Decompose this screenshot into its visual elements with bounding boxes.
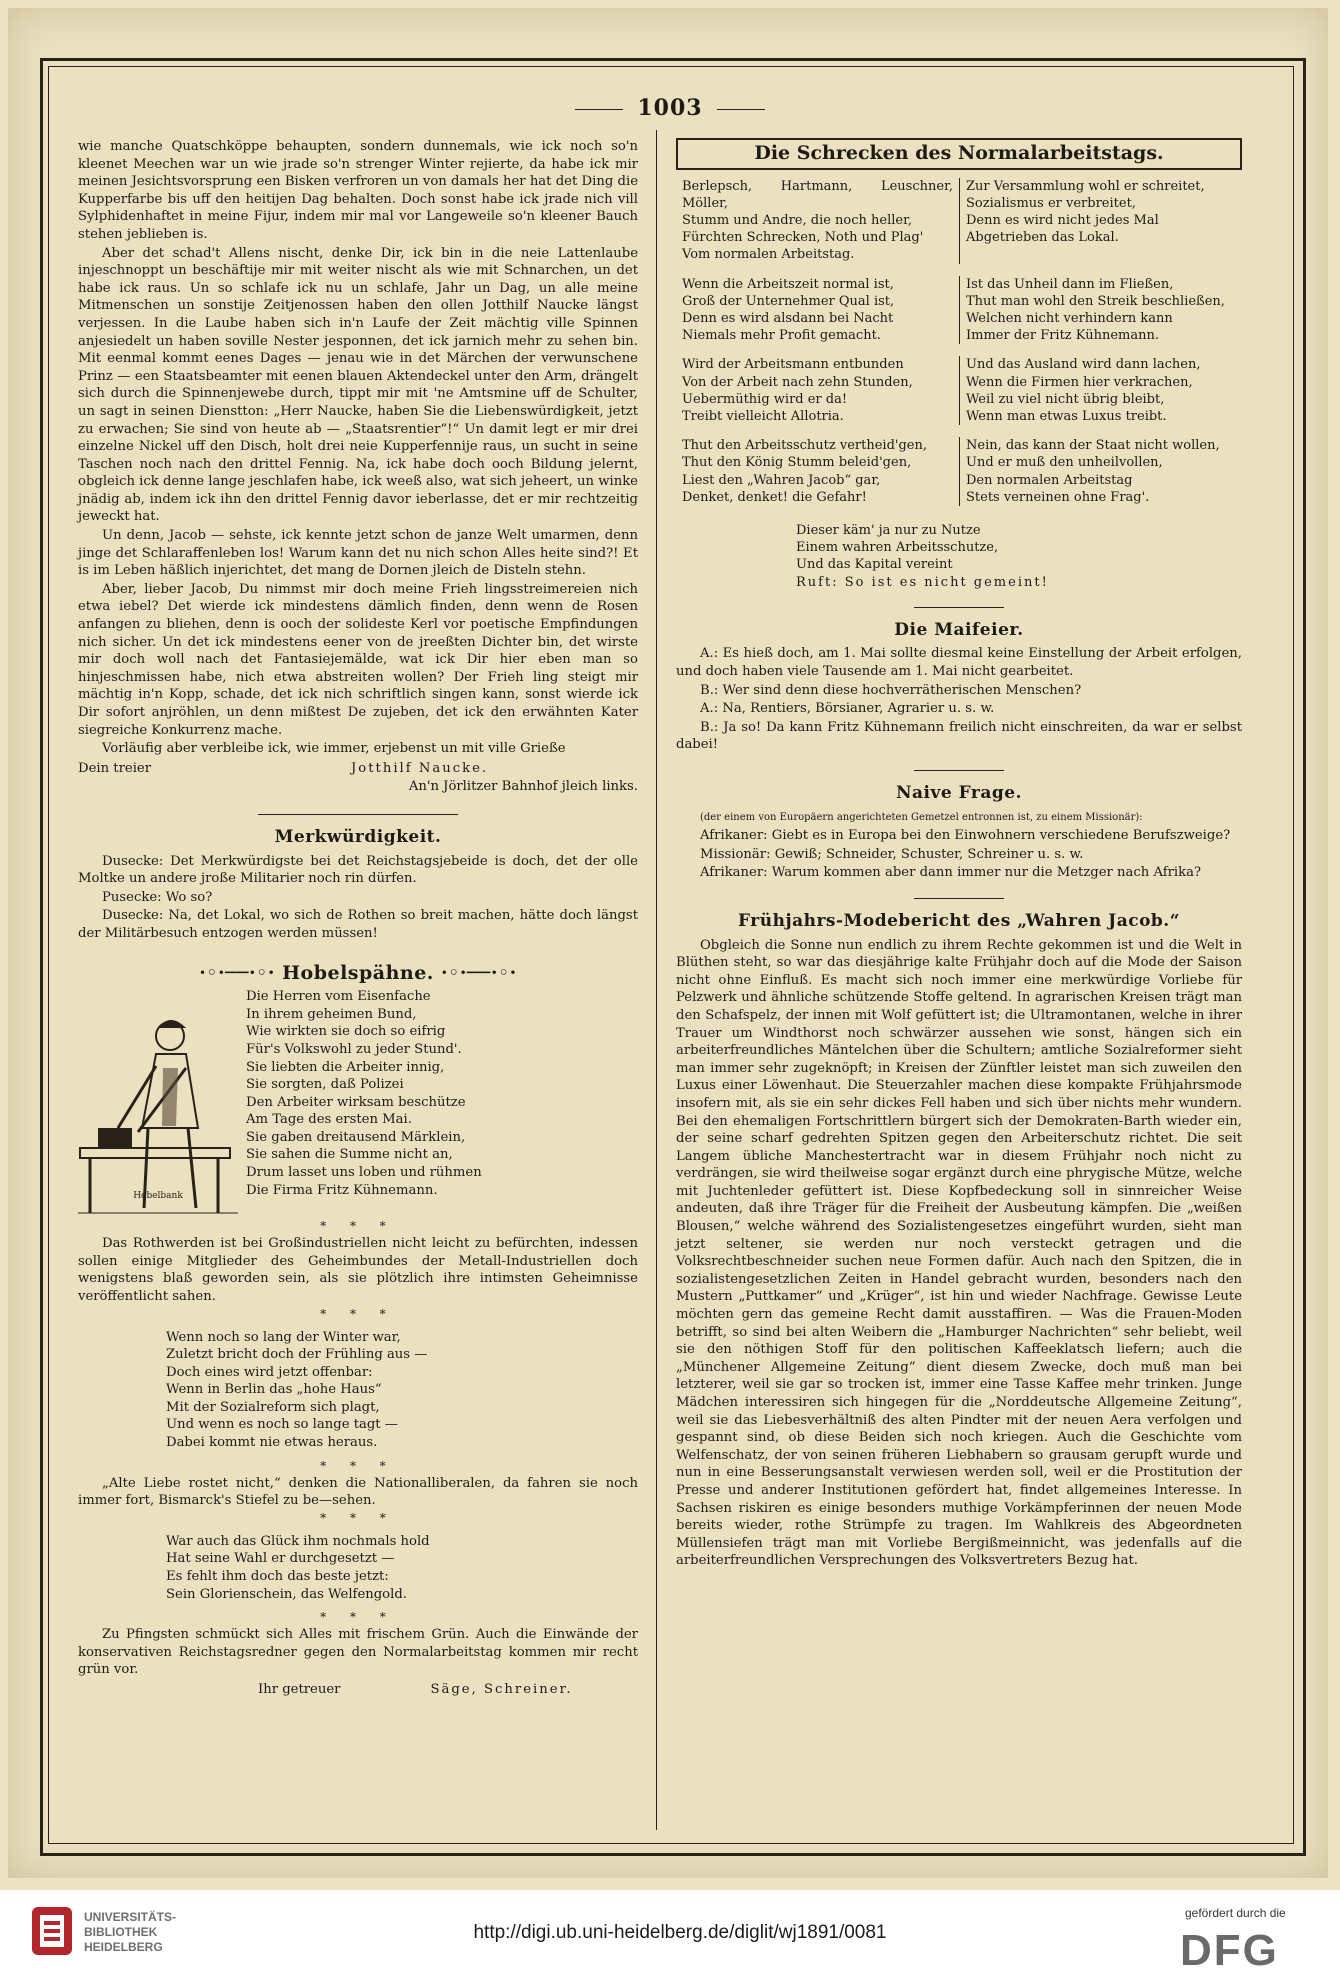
ornament-left: ·◦·──·◦· (199, 961, 275, 984)
section-divider (258, 814, 458, 815)
dfg-logo[interactable]: DFG (1180, 1926, 1279, 1975)
verse-line: Doch eines wird jetzt offenbar: (166, 1364, 373, 1380)
poem-line: Treibt vielleicht Allotria. (682, 409, 844, 425)
star-separator: * * * (320, 1306, 396, 1321)
star-separator: * * * (320, 1458, 396, 1473)
verse-line: Drum lasset uns loben und rühmen (246, 1165, 482, 1181)
verse-line: Wenn in Berlin das „hohe Haus“ (166, 1382, 382, 1398)
dialog-line: Afrikaner: Giebt es in Europa bei den Einwohnern verschiedene Berufszweige? (700, 828, 1231, 844)
poem-line: Wenn die Firmen hier verkrachen, (966, 374, 1193, 390)
poem-stanza (959, 178, 1242, 264)
poem-line: Von der Arbeit nach zehn Stunden, (682, 374, 913, 390)
verse-line: Sie sahen die Summe nicht an, (246, 1147, 453, 1163)
verse-line: Mit der Sozialreform sich plagt, (166, 1399, 380, 1415)
document-url-link[interactable]: http://digi.ub.uni-heidelberg.de/diglit/wj1891/0081 (473, 1922, 887, 1943)
star-separator: * * * (320, 1219, 396, 1234)
poem-stanza (676, 356, 959, 425)
poem-line: Wenn die Arbeitszeit normal ist, (682, 276, 894, 292)
poem-line: Thut den König Stumm beleid'gen, (682, 455, 912, 471)
schrecken-poem (676, 178, 1242, 518)
verse-line: Und wenn es noch so lange tagt — (166, 1417, 398, 1433)
poem-line: Nein, das kann der Staat nicht wollen, (966, 438, 1220, 454)
hobel-verse-2 (166, 1329, 638, 1452)
verse-line: Sie liebten die Arbeiter innig, (246, 1059, 445, 1075)
poem-line: Sozialismus er verbreitet, (966, 195, 1136, 211)
dialog-line: Pusecke: Wo so? (102, 889, 213, 905)
verse-line: Sein Glorienschein, das Welfengold. (166, 1586, 407, 1602)
poem-line: Ruft: So ist es nicht gemeint! (796, 574, 1049, 590)
poem-line: Niemals mehr Profit gemacht. (682, 328, 881, 344)
star-separator: * * * (320, 1610, 396, 1625)
verse-line: Wenn noch so lang der Winter war, (166, 1329, 401, 1345)
verse-line: Es fehlt ihm doch das beste jetzt: (166, 1569, 389, 1585)
poem-stanza (676, 178, 959, 264)
poem-line: Uebermüthig wird er da! (682, 391, 848, 407)
hobel-paragraph: Das Rothwerden ist bei Großindustriellen nicht leicht zu befürchten, indessen sollen einige Mitglieder des Geheimbundes der Metall-Industriellen doch wenigstens blaß geworden sein, als sie plötzlich ihre intimsten Geheimnisse veröffentlicht sahen. (78, 1236, 638, 1304)
verse-line: Zuletzt bricht doch der Frühling aus — (166, 1347, 428, 1363)
illustration-caption: Hobelbank (133, 1191, 183, 1202)
university-library-name[interactable] (84, 1910, 176, 1955)
poem-line: Wird der Arbeitsmann entbunden (682, 357, 904, 373)
poem-line: Dieser käm' ja nur zu Nutze (796, 523, 981, 539)
page-number: 1003 (560, 95, 780, 121)
uni-line: BIBLIOTHEK (84, 1925, 158, 1939)
uni-line: HEIDELBERG (84, 1940, 163, 1954)
letter-author: Jotthilf Naucke. (351, 760, 489, 776)
carpenter-illustration (78, 1008, 238, 1218)
dialog-line: B.: Wer sind denn diese hochverrätherischen Menschen? (700, 682, 1082, 698)
naive-title: Naive Frage. (896, 783, 1022, 804)
ornament-right: ·◦·──·◦· (441, 961, 517, 984)
dialog-line: Afrikaner: Warum kommen aber dann immer nur die Metzger nach Afrika? (700, 865, 1202, 881)
schrecken-title: Die Schrecken des Normalarbeitstags. (676, 138, 1242, 170)
poem-stanza (959, 437, 1242, 506)
letter-paragraph: Vorläufig aber verbleibe ick, wie immer, erjebenst un mit ville Grieße (102, 741, 566, 757)
poem-line: Vom normalen Arbeitstag. (682, 247, 855, 263)
letter-paragraph: Aber det schad't Allens nischt, denke Dir, ick bin in die neie Lattenlaube injeschnoppt un beschäftije mir mit weiter nischt als wie mit Schnarchen, un det habe ick raus. Un so schlafe ick nu un schlafe, Jahr un Dag, un alle meine Mitmenschen un sonstije Zeitjenossen haben den ollen Jotthilf Naucke längst verjessen. In die Laube haben sich in'n Laufe der Zeit mächtig ville Spinnen anjesiedelt un haben soville Nester jesponnen, det ick jarnich mehr zu sehen bin. Mit eenmal kommt eenes Dages — jenau wie in det Märchen der verwunschene Prinz — een Staatsbeamter mit eenen blauen Aktendeckel unter den Arm, drängelt sich durch die Spinnenjewebe durch, tippt mir mit 'ne Amtsmine uff de Schulter, un sagt in seinen Dienstton: „Herr Naucke, haben Sie die Liebenswürdigkeit, jetzt zu erwachen; Sie sind von heute ab — „Staatsrentier“!“ Un damit legt er mir drei einzelne Nickel uff den Disch, holt drei neie Kupperfennije raus, un sucht in seine Taschen noch nach den drittel Fennig. Na, ick habe doch ooch Bildung jelernt, obgleich ick denne lange jeschlafen habe, ick weeß also, wat sich jeheert, un winke jnädig ab, indem ick ihn den drittel Fennig davor ieberlasse, det er mir rechtzeitig jeweckt hat. (78, 245, 638, 525)
university-seal-icon[interactable] (30, 1905, 74, 1957)
poem-line: Berlepsch, Hartmann, Leuschner, Möller, (682, 178, 953, 211)
poem-line: Und er muß den unheilvollen, (966, 455, 1163, 471)
mode-paragraph: Obgleich die Sonne nun endlich zu ihrem Rechte gekommen ist und die Welt in Blüthen steht, so war das diesjährige kalte Frühjahr doch auf die Mode der Saison nicht ohne Einfluß. Es macht sich noch immer eine merkwürdige Vorliebe für Pelzwerk und ähnliche schützende Stoffe geltend. In agrarischen Kreisen trägt man den Schafspelz, der innen mit Wolf gefüttert ist; die Ultramontanen, welche in ihrer Trauer um Windthorst noch schwärzer aussehen wie sonst, hängen sich ein arbeiterfreundliches Mäntelchen über die Schultern; amtliche Sozialreformer sieht man immer sehr zugeknöpft; in Kreisen der Zünftler leistet man sich zuweilen den Luxus einer Löwenhaut. Die Steuerzahler machen diese kompakte Frühjahrsmode insofern mit, als sie ein sehr dickes Fell haben und sich über nichts mehr wundern. Bei den ehemaligen Fortschrittlern bürgert sich der Demokraten-Barth wieder ein, der seine scharf gedrehten Spitzen gegen den Arbeiterschutz richtet. Die seit Langem übliche Manchestertracht war in diesem Frühjahr noch nicht zu verdrängen, sie wird theilweise sogar ergänzt durch eine phrygische Mütze, welche mit Juchtenleder gefüttert ist. Diese Kopfbedeckung soll in sinnreicher Weise andeuten, daß ihre Träger für die Freiheit der Ausbeutung kämpfen. Die „weißen Blousen,“ welche während des Sozialistengesetzes eingeführt wurden, sieht man jetzt seltener, sie werden nur noch versteckt getragen und die Volksrechtbeschneider suchen neue Formen dafür. Auch nach den Spitzen, die in sozialistengesetzlichen Zeiten in Handel gebracht wurden, besonders nach den Mustern „Puttkamer“ und „Krüger“, ist hin und wieder Nachfrage. Gewisse Leute möchten gern das gemeine Recht damit ausstaffiren. — Was die Frauen-Moden betrifft, so sind bei alten Weibern die „Hamburger Nachrichten“ sehr beliebt, weil sie den nöthigen Stoff für den politischen Kaffeeklatsch liefern; auch die „Münchener Allgemeine Zeitung“ dient diesem Zwecke, doch muß man bei letzterer, weil sie gar so trocken ist, immer eine Tasse Kaffee mehr trinken. Junge Mädchen interessiren sich hingegen für die „Norddeutsche Allgemeine Zeitung“, weil sie das Liebesverhältniß des alten Pindter mit der neuen Aera verfolgen und gespannt sind, ob diese Beiden sich noch kriegen. Auch die Geschichte vom Welfenschatz, der von seinen früheren Liebhabern so grausam gerupft wurde und nun in eine Besserungsanstalt verwiesen werden soll, weil er die Prostitution der Presse und anderer Institutionen gefördert hat, findet allgemeines Interesse. In Sachsen riskiren es einige besonders muthige Vorkämpferinnen der neuen Mode bereits wieder, rothe Strümpfe zu tragen. Im Wahlkreis des Abgeordneten Müllensiefen trägt man mit Vorliebe Bergißmeinnicht, was jedenfalls auf die arbeiterfreundlichen Versprechungen des Volksvertreters Bezug hat. (676, 937, 1242, 1569)
poem-line: Abgetrieben das Lokal. (966, 230, 1119, 246)
section-divider (914, 770, 1004, 771)
hobel-paragraph: Zu Pfingsten schmückt sich Alles mit frischem Grün. Auch die Einwände der konservativen Reichstagsredner gegen den Normalarbeitstag kommen mir recht grün vor. (78, 1627, 638, 1678)
poem-line: Denn es wird alsdann bei Nacht (682, 311, 894, 327)
poem-line: Denket, denket! die Gefahr! (682, 489, 867, 505)
dialog-line: A.: Es hieß doch, am 1. Mai sollte diesmal keine Einstellung der Arbeit erfolgen, und doch haben viele Tausende am 1. Mai nicht gearbeitet. (676, 646, 1242, 680)
signoff-greeting: Ihr getreuer (258, 1682, 341, 1697)
mode-title: Frühjahrs-Modebericht des „Wahren Jacob.“ (738, 910, 1180, 931)
verse-line: War auch das Glück ihm nochmals hold (166, 1533, 430, 1549)
verse-line: Sie gaben dreitausend Märklein, (246, 1129, 466, 1145)
poem-line: Denn es wird nicht jedes Mal (966, 213, 1159, 228)
poem-line: Zur Versammlung wohl er schreitet, (966, 178, 1205, 194)
verse-line: Für's Volkswohl zu jeder Stund'. (246, 1041, 462, 1057)
poem-line: Den normalen Arbeitstag (966, 472, 1133, 488)
verse-line: Den Arbeiter wirksam beschütze (246, 1094, 466, 1110)
verse-line: Dabei kommt nie etwas heraus. (166, 1435, 378, 1451)
poem-line: Und das Ausland wird dann lachen, (966, 357, 1201, 373)
hobel-paragraph: „Alte Liebe rostet nicht,“ denken die Nationalliberalen, da fahren sie noch immer fort, Bismarck's Stiefel zu be—sehen. (78, 1475, 638, 1509)
verse-line: Die Herren vom Eisenfache (246, 989, 431, 1005)
section-divider (914, 898, 1004, 899)
right-column (676, 138, 1242, 1571)
verse-line: Sie sorgten, daß Polizei (246, 1077, 404, 1093)
hobel-verse-3 (166, 1533, 638, 1603)
poem-coda (796, 522, 1242, 591)
verse-line: In ihrem geheimen Bund, (246, 1006, 417, 1022)
dialog-line: A.: Na, Rentiers, Börsianer, Agrarier u. s. w. (700, 701, 995, 717)
dialog-line: Dusecke: Det Merkwürdigste bei det Reichstagsjebeide is doch, det der olle Moltke un andere jroße Militarier noch rin dürfen. (78, 853, 638, 887)
poem-line: Liest den „Wahren Jacob“ gar, (682, 472, 881, 488)
uni-line: UNIVERSITÄTS- (84, 1910, 177, 1924)
poem-line: Ist das Unheil dann im Fließen, (966, 276, 1174, 292)
letter-address: An'n Jörlitzer Bahnhof jleich links. (408, 779, 638, 795)
hobel-verse-1 (246, 988, 482, 1218)
dialog-line: B.: Ja so! Da kann Fritz Kühnemann freilich nicht einschreiten, da war er selbst dabei! (676, 719, 1242, 753)
signoff-name: Säge, Schreiner. (430, 1682, 573, 1697)
poem-line: Und das Kapital vereint (796, 557, 953, 573)
dialog-line: Missionär: Gewiß; Schneider, Schuster, Schreiner u. s. w. (700, 846, 1084, 862)
sponsor-text: gefördert durch die (1185, 1906, 1286, 1920)
poem-line: Stets verneinen ohne Frag'. (966, 489, 1150, 505)
letter-closing: Dein treier (78, 760, 152, 776)
poem-line: Fürchten Schrecken, Noth und Plag' (682, 230, 924, 246)
verse-line: Am Tage des ersten Mai. (246, 1112, 412, 1128)
maifeier-title: Die Maifeier. (894, 619, 1024, 640)
poem-line: Stumm und Andre, die noch heller, (682, 213, 913, 228)
merk-title: Merkwürdigkeit. (274, 826, 442, 847)
poem-line: Welchen nicht verhindern kann (966, 311, 1173, 327)
letter-paragraph: wie manche Quatschköppe behaupten, sondern dunnemals, wie ick noch so'n kleenet Meechen war un wie jrade so'n strenger Winter rejierte, da habe ick mir meinen Jesichtsvorsprung een Bisken verfroren un von damals her hat det Ding die Kupperfarbe bis uff den heitijen Dag behalten. Doch sonst habe ick jrade nich vill Sylphidenhaftet in meine Fijur, indem mir mal vor Langeweile so'n kleener Bauch stehen jeblieben is. (78, 139, 638, 242)
poem-stanza (959, 276, 1242, 345)
poem-line: Wenn man etwas Luxus treibt. (966, 409, 1167, 425)
verse-line: Die Firma Fritz Kühnemann. (246, 1182, 438, 1198)
poem-line: Thut man wohl den Streik beschließen, (966, 293, 1225, 309)
verse-line: Hat seine Wahl er durchgesetzt — (166, 1551, 395, 1567)
naive-note: (der einem von Europäern angerichteten Gemetzel entronnen ist, zu einem Missionär): (700, 811, 1143, 823)
poem-line: Groß der Unternehmer Qual ist, (682, 293, 895, 309)
left-column (78, 138, 638, 1700)
poem-line: Thut den Arbeitsschutz vertheid'gen, (682, 438, 927, 454)
poem-line: Einem wahren Arbeitsschutze, (796, 540, 999, 556)
dialog-line: Dusecke: Na, det Lokal, wo sich de Rothen so breit machen, hätte doch längst der Militärbesuch entzogen werden müssen! (78, 908, 638, 941)
poem-line: Immer der Fritz Kühnemann. (966, 328, 1159, 344)
poem-stanza (676, 437, 959, 506)
hobel-title-row (78, 961, 638, 984)
poem-stanza (959, 356, 1242, 425)
hobel-title: Hobelspähne. (282, 961, 434, 984)
letter-paragraph: Aber, lieber Jacob, Du nimmst mir doch meine Frieh lingsstreimereien nich etwa iebel? Det wierde ick mindestens dämlich finden, denn wenn de Rosen anfangen zu bliehen, denn is ooch der solideste Kerl vor poetische Empfindungen nich sicher. Un det ick mindestens eener von de jreeßten Dichter bin, det wirste mir doch woll nach det Fantasiejemälde, wat ick Dir hier eben man so hinjeschmissen habe, nich etwa abstreiten wollen? Der Frieh ling steigt mir mächtig in'n Kopp, schade, det ick nich schriftlich singen kann, sonst wierde ick Dir sofort anjröhlen, un denn mißtest De zujeben, det ick den erwähnten Kater siegreiche Konkurrenz mache. (78, 581, 638, 738)
poem-stanza (676, 276, 959, 345)
hobel-block (78, 988, 638, 1218)
section-divider (914, 607, 1004, 608)
verse-line: Wie wirkten sie doch so eifrig (246, 1024, 446, 1040)
poem-line: Weil zu viel nicht übrig bleibt, (966, 391, 1165, 407)
column-rule (656, 130, 657, 1830)
star-separator: * * * (320, 1510, 396, 1525)
letter-paragraph: Un denn, Jacob — sehste, ick kennte jetzt schon de janze Welt umarmen, denn jinge det Schlaraffenleben los! Warum kann det nu nich schon Alles heite sind?! Et is im Leben häßlich injerichtet, det mang de Dornen jleich de Disteln stehn. (78, 528, 638, 579)
